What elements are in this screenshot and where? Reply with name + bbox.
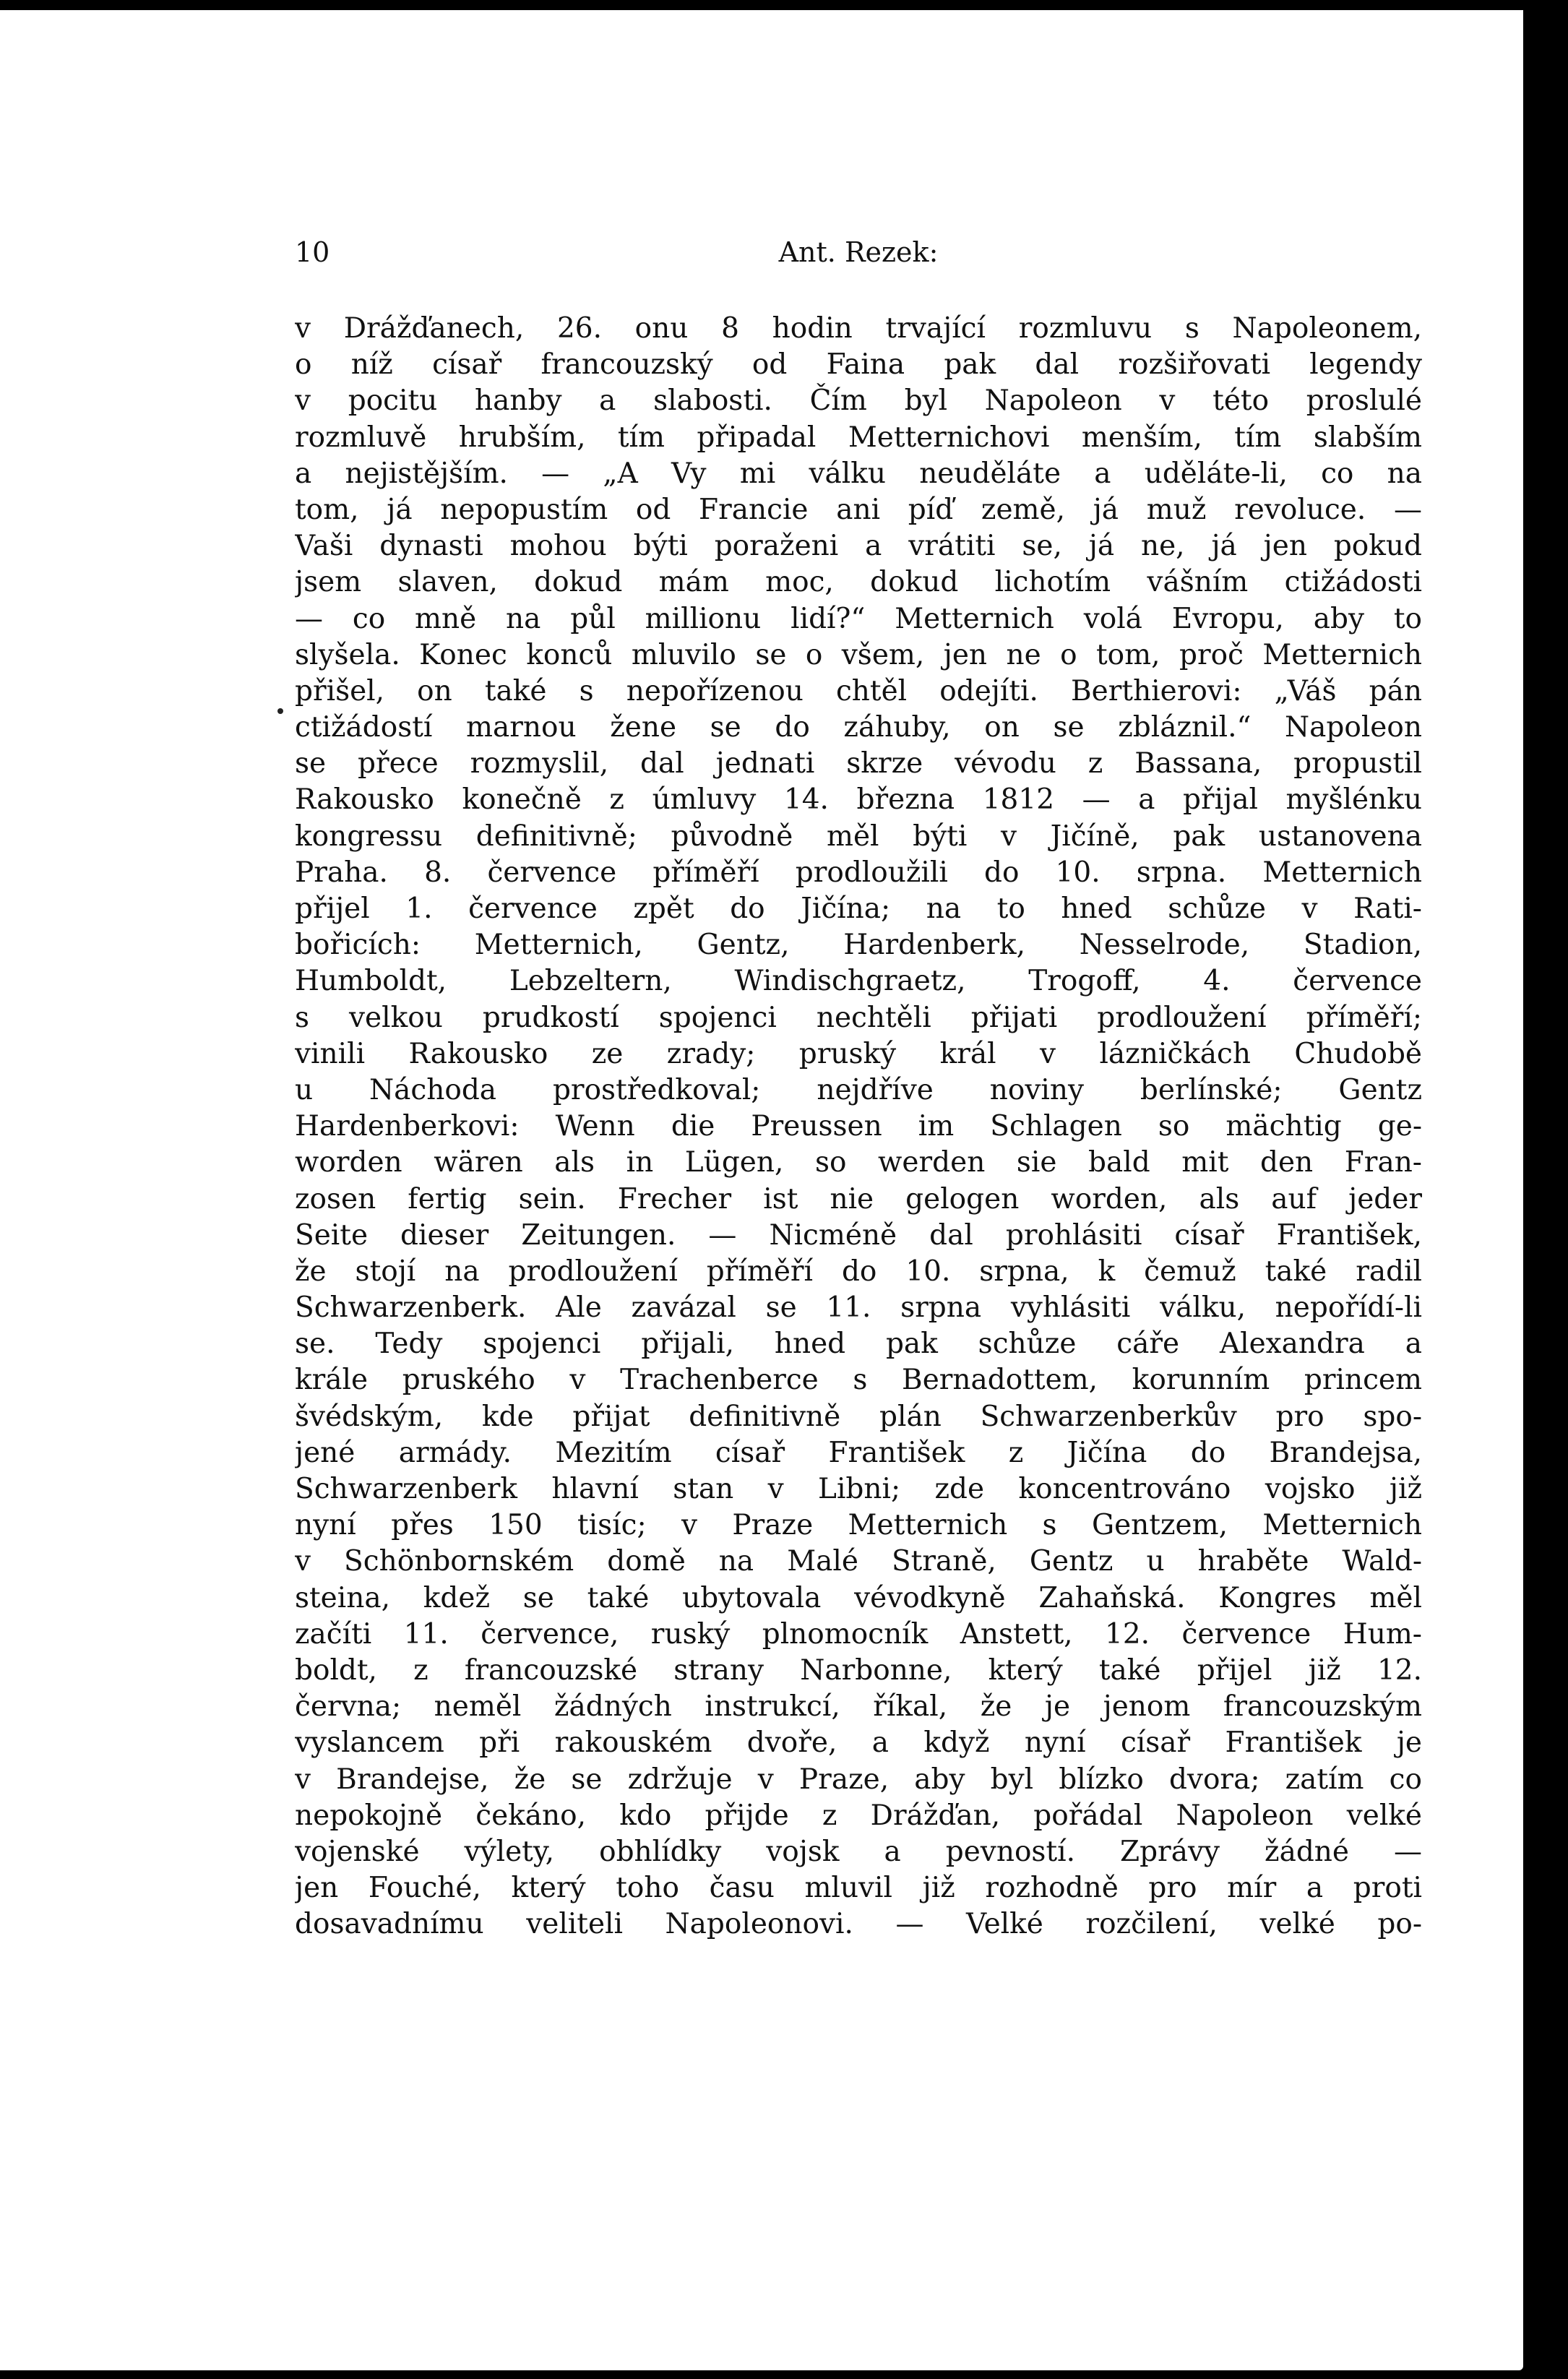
text-line: vinili Rakousko ze zrady; pruský král v lázničkách Chudobě — [295, 1037, 1422, 1070]
text-line: kongressu definitivně; původně měl býti v Jičíně, pak ustanovena — [295, 819, 1422, 853]
text-line: jsem slaven, dokud mám moc, dokud lichotím vášním ctižádosti — [295, 566, 1422, 599]
text-line: Praha. 8. července příměří prodloužili do 10. srpna. Metternich — [295, 856, 1422, 889]
text-line: švédským, kde přijat definitivně plán Schwarzenberkův pro spo- — [295, 1400, 1422, 1433]
text-line: Hardenberkovi: Wenn die Preussen im Schlagen so mächtig ge- — [295, 1110, 1422, 1143]
text-line: tom, já nepopustím od Francie ani píď země, já muž revoluce. — — [295, 493, 1422, 526]
text-line: vyslancem při rakouském dvoře, a když nyní císař František je — [295, 1726, 1422, 1760]
text-line: začíti 11. července, ruský plnomocník Anstett, 12. července Hum- — [295, 1617, 1422, 1651]
text-line: worden wären als in Lügen, so werden sie bald mit den Fran- — [295, 1146, 1422, 1179]
text-line: krále pruského v Trachenberce s Bernadottem, korunním princem — [295, 1364, 1422, 1397]
text-line: června; neměl žádných instrukcí, říkal, že je jenom francouzským — [295, 1690, 1422, 1724]
text-line: Schwarzenberk. Ale zavázal se 11. srpna vyhlásiti válku, nepořídí-li — [295, 1291, 1422, 1325]
text-line: se. Tedy spojenci přijali, hned pak schůze cáře Alexandra a — [295, 1328, 1422, 1361]
text-line: Humboldt, Lebzeltern, Windischgraetz, Trogoff, 4. července — [295, 965, 1422, 998]
text-line: s velkou prudkostí spojenci nechtěli přijati prodloužení příměří; — [295, 1001, 1422, 1034]
margin-mark — [277, 708, 283, 714]
text-line: dosavadnímu veliteli Napoleonovi. — Velké rozčilení, velké po- — [295, 1908, 1422, 1941]
text-line: ctižádostí marnou žene se do záhuby, on se zbláznil.“ Napoleon — [295, 711, 1422, 744]
text-line: přijel 1. července zpět do Jičína; na to hned schůze v Rati- — [295, 892, 1422, 925]
text-line: vojenské výlety, obhlídky vojsk a pevností. Zprávy žádné — — [295, 1835, 1422, 1868]
text-line: se přece rozmyslil, dal jednati skrze vévodu z Bassana, propustil — [295, 747, 1422, 780]
running-head: Ant. Rezek: — [778, 236, 939, 268]
text-line: v pocitu hanby a slabosti. Čím byl Napoleon v této proslulé — [295, 384, 1422, 418]
text-line: jené armády. Mezitím císař František z Jičína do Brandejsa, — [295, 1436, 1422, 1469]
text-line: Vaši dynasti mohou býti poraženi a vrátiti se, já ne, já jen pokud — [295, 530, 1422, 563]
text-line: přišel, on také s nepořízenou chtěl odejíti. Berthierovi: „Váš pán — [295, 674, 1422, 707]
scan-border — [1523, 0, 1568, 2379]
text-line: Seite dieser Zeitungen. — Nicméně dal prohlásiti císař František, — [295, 1218, 1422, 1252]
text-line: jen Fouché, který toho času mluvil již rozhodně pro mír a proti — [295, 1872, 1422, 1905]
text-line: a nejistějším. — „A Vy mi válku neuděláte a uděláte-li, co na — [295, 457, 1422, 490]
page-header — [295, 231, 1422, 274]
text-line: — co mně na půl millionu lidí?“ Metternich volá Evropu, aby to — [295, 602, 1422, 635]
text-line: bořicích: Metternich, Gentz, Hardenberk, Nesselrode, Stadion, — [295, 929, 1422, 962]
text-line: zosen fertig sein. Frecher ist nie gelogen worden, als auf jeder — [295, 1182, 1422, 1216]
text-line: slyšela. Konec konců mluvilo se o všem, jen ne o tom, proč Metternich — [295, 638, 1422, 671]
text-line: Rakousko konečně z úmluvy 14. března 1812 — a přijal myšlénku — [295, 783, 1422, 817]
text-line: nepokojně čekáno, kdo přijde z Drážďan, pořádal Napoleon velké — [295, 1799, 1422, 1832]
book-page — [0, 10, 1523, 2370]
text-line: Schwarzenberk hlavní stan v Libni; zde koncentrováno vojsko již — [295, 1473, 1422, 1505]
body-text — [295, 311, 1422, 1943]
text-line: steina, kdež se také ubytovala vévodkyně Zahaňská. Kongres měl — [295, 1581, 1422, 1614]
text-line: boldt, z francouzské strany Narbonne, který také přijel již 12. — [295, 1653, 1422, 1687]
text-line: rozmluvě hrubším, tím připadal Metternichovi menším, tím slabším — [295, 421, 1422, 454]
text-line: nyní přes 150 tisíc; v Praze Metternich s Gentzem, Metternich — [295, 1509, 1422, 1542]
text-line: u Náchoda prostředkoval; nejdříve noviny berlínské; Gentz — [295, 1073, 1422, 1106]
text-line: v Schönbornském domě na Malé Straně, Gentz u hraběte Wald- — [295, 1545, 1422, 1578]
text-line: že stojí na prodloužení příměří do 10. srpna, k čemuž také radil — [295, 1255, 1422, 1288]
text-line: o níž císař francouzský od Faina pak dal rozšiřovati legendy — [295, 348, 1422, 382]
page-number: 10 — [295, 236, 330, 268]
text-line: v Drážďanech, 26. onu 8 hodin trvající rozmluvu s Napoleonem, — [295, 312, 1422, 345]
text-line: v Brandejse, že se zdržuje v Praze, aby byl blízko dvora; zatím co — [295, 1763, 1422, 1796]
